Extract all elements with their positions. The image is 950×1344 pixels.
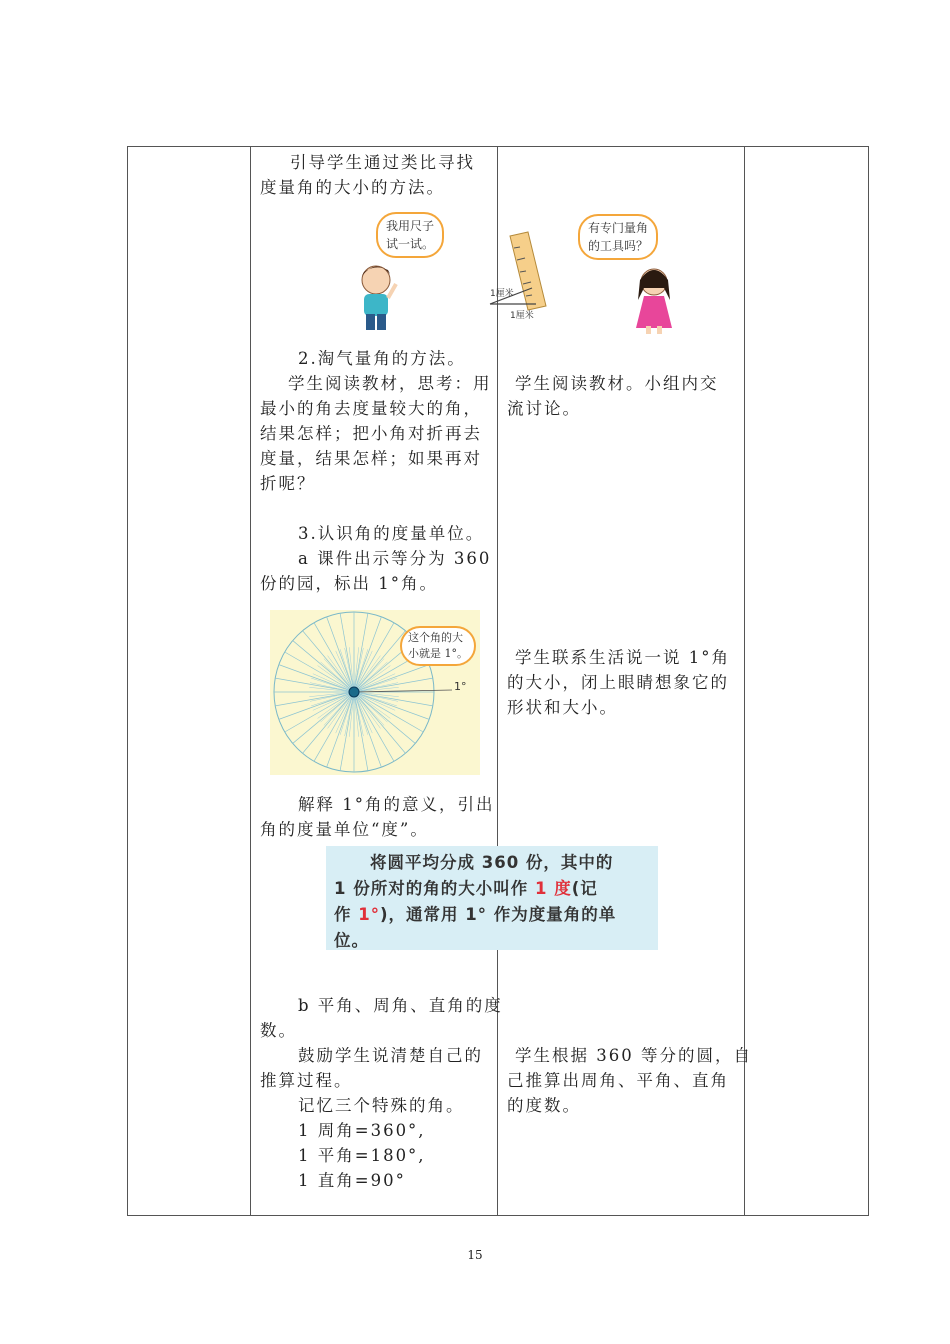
definition-highlight: 1° — [358, 905, 380, 924]
ruler-label: 1厘米 — [490, 289, 514, 299]
section-3-title: 3.认识角的度量单位。 — [298, 524, 485, 543]
definition-highlight: 1 度 — [534, 879, 572, 898]
girl-figure — [636, 269, 672, 334]
section-2-title: 2.淘气量角的方法。 — [298, 349, 466, 368]
degree-speech-bubble — [400, 626, 476, 666]
encourage-line: 鼓励学生说清楚自己的 — [298, 1046, 483, 1065]
definition-text: )，通常用 1° 作为度量角的单 — [379, 905, 617, 924]
circle-division-line — [354, 692, 372, 733]
intro-line: 引导学生通过类比寻找 — [290, 153, 475, 172]
page-number: 15 — [467, 1248, 483, 1262]
definition-line — [334, 876, 650, 902]
boy-bubble-line: 我用尺子 — [386, 219, 435, 233]
girl-bubble-line: 的工具吗？ — [588, 239, 649, 253]
explanation-line: 角的度量单位“度”。 — [260, 820, 429, 839]
section-b-line: b 平角、周角、直角的度 — [298, 996, 503, 1015]
student-activity-line: 学生阅读教材。小组内交 — [515, 374, 719, 393]
student-activity-line: 流讨论。 — [507, 399, 581, 418]
one-degree-label: 1° — [454, 680, 467, 693]
section-2-line: 学生阅读教材，思考：用 — [288, 374, 492, 393]
definition-line — [334, 902, 650, 928]
circle-center — [349, 687, 359, 697]
student-activity-line: 学生根据 360 等分的圆，自 — [515, 1046, 752, 1065]
angle-fact: 1 周角=360°, — [298, 1121, 426, 1140]
definition-text: (记 — [571, 879, 598, 898]
ruler-illustration — [350, 208, 680, 336]
column-divider — [250, 146, 251, 1216]
ruler-label: 1厘米 — [510, 311, 534, 321]
circle-division-line — [336, 651, 354, 692]
angle-fact: 1 平角=180°, — [298, 1146, 426, 1165]
student-activity-line: 的大小，闭上眼睛想象它的 — [507, 673, 729, 692]
circle-division-line — [313, 692, 354, 710]
definition-text: 1 份所对的角的大小叫作 — [334, 879, 535, 898]
definition-text: 作 — [334, 905, 359, 924]
memorize-line: 记忆三个特殊的角。 — [298, 1096, 465, 1115]
angle-fact: 1 直角=90° — [298, 1171, 406, 1190]
definition-line: 位。 — [334, 931, 369, 950]
degree-definition-box — [326, 846, 658, 950]
intro-line: 度量角的大小的方法。 — [260, 178, 445, 197]
section-b-line: 数。 — [260, 1021, 297, 1040]
section-3-line: 份的园，标出 1°角。 — [260, 574, 438, 593]
student-activity-line: 的度数。 — [507, 1096, 581, 1115]
circle-division-line — [354, 692, 395, 710]
circle-division-line — [354, 651, 372, 692]
degree-bubble-line: 小就是 1°。 — [408, 647, 468, 660]
circle-division-line — [313, 674, 354, 692]
degree-bubble-line: 这个角的大 — [408, 631, 463, 644]
section-3-line: a 课件出示等分为 360 — [298, 549, 492, 568]
section-2-line: 度量，结果怎样；如果再对 — [260, 449, 482, 468]
student-activity-line: 学生联系生活说一说 1°角 — [515, 648, 730, 667]
student-activity-line: 己推算出周角、平角、直角 — [507, 1071, 729, 1090]
definition-line: 将圆平均分成 360 份，其中的 — [370, 853, 614, 872]
circle-division-line — [354, 674, 395, 692]
explanation-line: 解释 1°角的意义，引出 — [298, 795, 495, 814]
boy-bubble-line: 试一试。 — [386, 237, 435, 251]
circle-division-line — [336, 692, 354, 733]
section-2-line: 折呢？ — [260, 474, 316, 493]
section-2-line: 结果怎样；把小角对折再去 — [260, 424, 482, 443]
boy-and-girl-figures — [350, 208, 680, 336]
girl-bubble-line: 有专门量角 — [588, 221, 649, 235]
encourage-line: 推算过程。 — [260, 1071, 353, 1090]
student-activity-line: 形状和大小。 — [507, 698, 618, 717]
section-2-line: 最小的角去度量较大的角， — [260, 399, 482, 418]
degree-circle-illustration — [270, 610, 480, 775]
boy-figure — [362, 266, 396, 330]
